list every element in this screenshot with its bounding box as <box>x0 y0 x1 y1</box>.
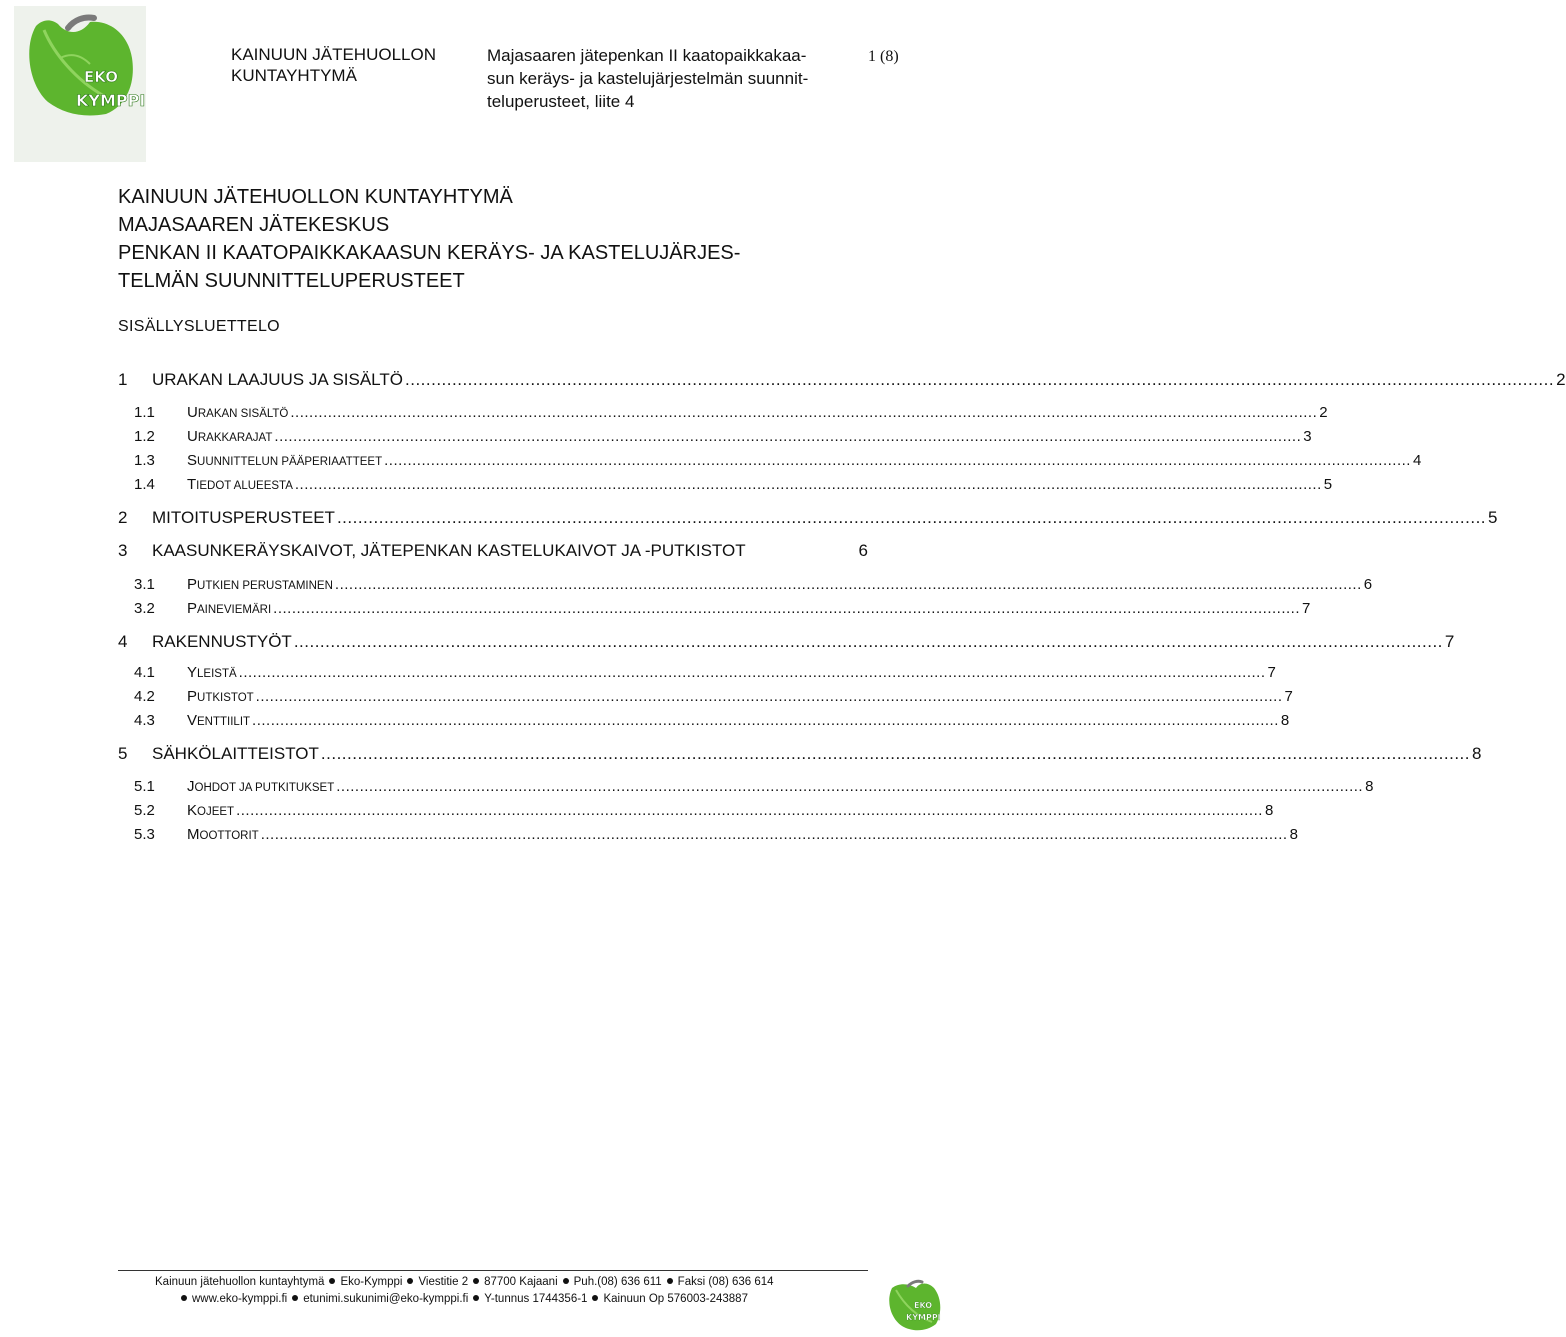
toc-subsection-entry[interactable] <box>118 826 1298 843</box>
toc-entry-title-initial: Y <box>187 664 198 681</box>
toc-entry-title <box>152 632 292 652</box>
title-line: PENKAN II KAATOPAIKKAKAASUN KERÄYS- JA KASTELUJÄRJES- <box>118 242 741 264</box>
toc-heading: SISÄLLYSLUETTELO <box>118 318 280 335</box>
toc-entry-number: 3.2 <box>134 600 155 617</box>
footer-contact-line-1 <box>155 1276 774 1288</box>
bullet-separator-icon <box>407 1278 413 1284</box>
toc-entry-number: 1.4 <box>134 476 155 493</box>
organization-header <box>231 44 436 86</box>
footer-contact-item: etunimi.sukunimi@eko-kymppi.fi <box>303 1293 469 1305</box>
toc-entry-title-rest: ÄHKÖLAITTEISTOT <box>163 744 319 763</box>
toc-entry-title-rest: AASUNKERÄYSKAIVOT, JÄTEPENKAN KASTELUKAIVOT JA -PUTKISTOT <box>163 541 746 560</box>
toc-page-number: 8 <box>1472 744 1482 763</box>
toc-subsection-entry[interactable] <box>118 802 1274 819</box>
toc-entry-number: 1.1 <box>134 404 155 421</box>
page-number: 1 (8) <box>868 48 899 65</box>
footer-divider <box>118 1270 868 1271</box>
toc-entry-title <box>187 664 237 681</box>
title-line: MAJASAAREN JÄTEKESKUS <box>118 214 390 236</box>
toc-entry-title-rest: IEDOT ALUEESTA <box>196 480 293 492</box>
bullet-separator-icon <box>563 1278 569 1284</box>
toc-entry-number: 5 <box>118 744 128 763</box>
doc-title-line: Majasaaren jätepenkan II kaatopaikkakaa- <box>487 46 807 65</box>
toc-entry-title-initial: U <box>152 370 165 389</box>
eko-kymppi-logo <box>14 6 146 162</box>
main-title <box>118 183 740 295</box>
toc-subsection-entry[interactable] <box>118 600 1311 617</box>
toc-entry-title-rest: RAKAN SISÄLTÖ <box>197 408 289 420</box>
toc-entry-number: 1 <box>118 370 128 389</box>
toc-entry-number: 5.1 <box>134 778 155 795</box>
toc-entry-number: 1.3 <box>134 452 155 469</box>
toc-dot-leader: ............................................................................................................................................................................................................................ <box>238 664 1266 681</box>
toc-dot-leader: ............................................................................................................................................................................................................................ <box>384 452 1411 469</box>
toc-entry-title <box>152 541 746 561</box>
toc-entry-title-initial: V <box>187 712 198 729</box>
eko-kymppi-footer-logo <box>884 1278 944 1334</box>
toc-entry-title-rest: OHDOT JA PUTKITUKSET <box>194 782 335 794</box>
toc-entry-title-initial: M <box>187 826 200 843</box>
toc-entry-title <box>187 712 250 729</box>
title-line: KAINUUN JÄTEHUOLLON KUNTAYHTYMÄ <box>118 186 513 208</box>
toc-page-number: 8 <box>1289 826 1298 843</box>
toc-page-number: 8 <box>1280 712 1290 729</box>
toc-entry-title-rest: ITOITUSPERUSTEET <box>166 508 335 527</box>
toc-subsection-entry[interactable] <box>118 664 1276 681</box>
toc-entry-title <box>152 370 403 390</box>
toc-entry-title <box>187 576 333 593</box>
toc-entry-title-rest: RAKAN LAAJUUS JA SISÄLTÖ <box>164 370 403 389</box>
toc-dot-leader: ............................................................................................................................................................................................................................ <box>274 428 1302 445</box>
toc-entry-number: 5.3 <box>134 826 155 843</box>
toc-page-number: 5 <box>1488 508 1498 527</box>
toc-dot-leader: ............................................................................................................................................................................................................................ <box>252 712 1279 729</box>
toc-entry-number: 4.1 <box>134 664 155 681</box>
footer-contact-item: Viestitie 2 <box>418 1276 469 1288</box>
toc-entry-title-rest: AKENNUSTYÖT <box>164 632 292 651</box>
toc-entry-title <box>187 476 293 493</box>
toc-entry-title <box>152 508 335 528</box>
toc-entry-title-rest: UTKISTOT <box>197 692 254 704</box>
toc-subsection-entry[interactable] <box>118 778 1374 795</box>
toc-section-entry[interactable] <box>118 370 1566 390</box>
toc-entry-title <box>187 802 234 819</box>
document-header-title <box>487 44 808 113</box>
footer-contact-item: Kainuun jätehuollon kuntayhtymä <box>155 1276 325 1288</box>
toc-entry-title-initial: S <box>187 452 198 469</box>
toc-dot-leader: ............................................................................................................................................................................................................................ <box>273 600 1301 617</box>
toc-page-number: 3 <box>1303 428 1312 445</box>
toc-entry-title-rest: OOTTORIT <box>199 830 259 842</box>
toc-dot-leader: ............................................................................................................................................................................................................................ <box>236 802 1263 819</box>
toc-entry-title-initial: P <box>187 600 198 617</box>
toc-entry-title-initial: S <box>152 744 164 763</box>
bullet-separator-icon <box>473 1295 479 1301</box>
logo-text-kymppi: KYMPPI <box>76 91 146 110</box>
toc-entry-number: 4.2 <box>134 688 155 705</box>
toc-entry-title-initial: J <box>187 778 195 795</box>
footer-logo-text-kymppi: KYMPPI <box>906 1313 941 1322</box>
toc-page-number: 8 <box>1365 778 1374 795</box>
footer-contact-line-2 <box>176 1293 748 1305</box>
toc-entry-title-initial: P <box>187 688 198 705</box>
toc-page-number: 8 <box>1264 802 1274 819</box>
toc-entry-title-rest: AINEVIEMÄRI <box>197 604 272 616</box>
toc-entry-title-rest: LEISTÄ <box>197 668 237 680</box>
toc-page-number: 4 <box>1412 452 1422 469</box>
toc-dot-leader: ............................................................................................................................................................................................................................ <box>294 476 1322 493</box>
toc-entry-title <box>187 688 254 705</box>
toc-entry-number: 3 <box>118 541 128 560</box>
toc-entry-title <box>187 404 288 421</box>
toc-subsection-entry[interactable] <box>118 452 1422 469</box>
toc-page-number: 6 <box>1363 576 1373 593</box>
toc-section-entry[interactable] <box>118 632 1455 652</box>
org-name-line: KUNTAYHTYMÄ <box>231 66 357 85</box>
toc-page-number: 2 <box>1319 404 1328 421</box>
toc-entry-title-rest: OJEET <box>197 806 235 818</box>
toc-page-number: 6 <box>858 541 868 560</box>
toc-entry-title-rest: UUNNITTELUN PÄÄPERIAATTEET <box>197 456 383 468</box>
toc-entry-title <box>187 600 271 617</box>
toc-subsection-entry[interactable] <box>118 576 1373 593</box>
toc-entry-number: 3.1 <box>134 576 155 593</box>
toc-entry-title <box>152 744 319 764</box>
toc-entry-number: 4.3 <box>134 712 155 729</box>
doc-title-line: teluperusteet, liite 4 <box>487 92 635 111</box>
bullet-separator-icon <box>292 1295 298 1301</box>
footer-logo-text-eko: EKO <box>914 1301 933 1310</box>
toc-entry-number: 4 <box>118 632 128 651</box>
footer-contact-item: Faksi (08) 636 614 <box>677 1276 774 1288</box>
toc-entry-title-initial: R <box>152 632 165 651</box>
toc-section-entry[interactable] <box>118 744 1482 764</box>
toc-subsection-entry[interactable] <box>118 712 1290 729</box>
toc-entry-title-initial: K <box>187 802 198 819</box>
footer-contact-item: Puh.(08) 636 611 <box>573 1276 662 1288</box>
title-line: TELMÄN SUUNNITTELUPERUSTEET <box>118 270 465 292</box>
toc-entry-title <box>187 452 382 469</box>
bullet-separator-icon <box>181 1295 187 1301</box>
doc-title-line: sun keräys- ja kastelujärjestelmän suunnit- <box>487 69 809 88</box>
toc-dot-leader: ............................................................................................................................................................................................................................ <box>405 370 1555 389</box>
toc-dot-leader: ............................................................................................................................................................................................................................ <box>293 632 1443 651</box>
toc-subsection-entry[interactable] <box>118 688 1293 705</box>
toc-entry-number: 5.2 <box>134 802 155 819</box>
toc-entry-title-rest: ENTTIILIT <box>197 716 251 728</box>
bullet-separator-icon <box>592 1295 598 1301</box>
toc-dot-leader: ............................................................................................................................................................................................................................ <box>336 508 1487 527</box>
toc-entry-title-rest: UTKIEN PERUSTAMINEN <box>197 580 333 592</box>
toc-dot-leader: ............................................................................................................................................................................................................................ <box>336 778 1364 795</box>
toc-page-number: 7 <box>1284 688 1293 705</box>
bullet-separator-icon <box>667 1278 673 1284</box>
toc-dot-leader: ............................................................................................................................................................................................................................ <box>255 688 1283 705</box>
bullet-separator-icon <box>329 1278 335 1284</box>
footer-contact-item: 87700 Kajaani <box>484 1276 558 1288</box>
toc-entry-title <box>187 778 334 795</box>
bullet-separator-icon <box>473 1278 479 1284</box>
toc-entry-title-initial: U <box>187 428 198 445</box>
toc-dot-leader: ............................................................................................................................................................................................................................ <box>320 744 1470 763</box>
footer-contact-item: Kainuun Op 576003-243887 <box>603 1293 748 1305</box>
toc-page-number: 7 <box>1302 600 1311 617</box>
toc-entry-title-initial: U <box>187 404 198 421</box>
toc-page-number: 5 <box>1323 476 1333 493</box>
toc-subsection-entry[interactable] <box>118 404 1328 421</box>
toc-entry-number: 1.2 <box>134 428 155 445</box>
toc-page-number: 2 <box>1556 370 1566 389</box>
toc-entry-title <box>187 428 272 445</box>
footer-contact-item: www.eko-kymppi.fi <box>192 1293 288 1305</box>
toc-section-entry[interactable] <box>118 508 1498 528</box>
toc-entry-title-initial: P <box>187 576 198 593</box>
toc-subsection-entry[interactable] <box>118 476 1333 493</box>
toc-entry-title-rest: RAKKARAJAT <box>197 432 273 444</box>
toc-subsection-entry[interactable] <box>118 428 1312 445</box>
toc-entry-number: 2 <box>118 508 128 527</box>
org-name-line: KAINUUN JÄTEHUOLLON <box>231 45 436 64</box>
toc-entry-title-initial: T <box>187 476 197 493</box>
logo-text-eko: EKO <box>84 68 118 86</box>
toc-dot-leader: ............................................................................................................................................................................................................................ <box>334 576 1362 593</box>
toc-dot-leader: ............................................................................................................................................................................................................................ <box>290 404 1318 421</box>
toc-entry-title-initial: M <box>152 508 167 527</box>
toc-page-number: 7 <box>1444 632 1455 651</box>
footer-contact-item: Y-tunnus 1744356-1 <box>484 1293 588 1305</box>
toc-section-entry[interactable] <box>118 541 868 561</box>
toc-page-number: 7 <box>1267 664 1276 681</box>
toc-dot-leader: ............................................................................................................................................................................................................................ <box>260 826 1288 843</box>
toc-entry-title-initial: K <box>152 541 164 560</box>
toc-entry-title <box>187 826 259 843</box>
footer-contact-item: Eko-Kymppi <box>340 1276 403 1288</box>
